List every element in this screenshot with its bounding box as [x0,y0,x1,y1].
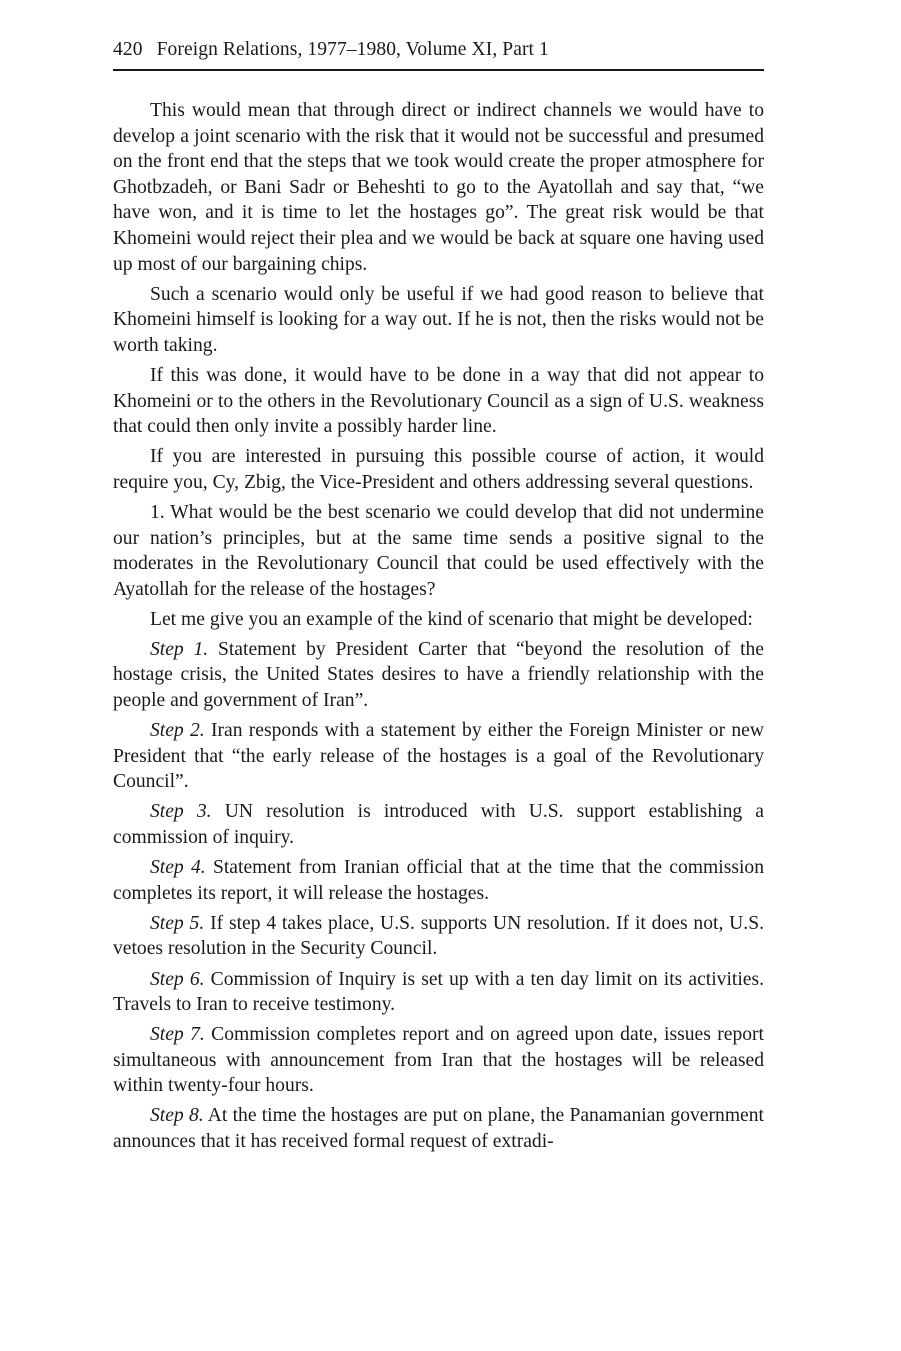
step-label: Step 7. [150,1024,205,1046]
paragraph-text: If step 4 takes place, U.S. supports UN resolution. If it does not, U.S. vetoes resolution in the Security Council. [113,912,765,960]
step-paragraph [113,637,764,714]
paragraph [113,444,764,495]
step-paragraph [113,1103,764,1154]
step-paragraph [113,718,764,795]
step-label: Step 4. [150,857,206,879]
step-label: Step 6. [150,968,205,990]
step-label: Step 2. [150,720,205,742]
body-text [113,98,764,1159]
step-paragraph [113,799,764,850]
paragraph-text: If this was done, it would have to be done in a way that did not appear to Khomeini or to the others in the Revolutionary Council as a sign of U.S. weakness that could then only invite a possibly harder line. [113,364,764,438]
paragraph-text: 1. What would be the best scenario we could develop that did not undermine our nation’s principles, but at the same time sends a positive signal to the moderates in the Revolutionary Council that could be used effectively with the Ayatollah for the release of the hostages? [113,501,764,600]
step-paragraph [113,855,764,906]
step-paragraph [113,911,764,962]
paragraph-text: If you are interested in pursuing this possible course of action, it would require you, Cy, Zbig, the Vice-President and others addressing several questions. [113,446,764,493]
step-label: Step 3. [150,801,212,823]
paragraph-text: Statement by President Carter that “beyond the resolution of the hostage crisis, the United States desires to have a friendly relationship with the people and government of Iran”. [113,638,765,712]
paragraph [113,282,764,359]
paragraph-text: Iran responds with a statement by either the Foreign Minister or new President that “the early release of the hostages is a goal of the Revolutionary Council”. [113,720,765,793]
paragraph [113,607,764,633]
paragraph-text: Commission of Inquiry is set up with a ten day limit on its activities. Travels to Iran to receive testimony. [113,968,765,1016]
step-paragraph [113,1022,764,1099]
running-header [113,36,764,71]
step-paragraph [113,967,764,1018]
paragraph-text: Statement from Iranian official that at the time that the commission completes its report, it will release the hostages. [113,857,765,904]
paragraph [113,363,764,440]
paragraph-text: At the time the hostages are put on plane, the Panamanian government announces that it has received formal request of extradi- [113,1105,764,1153]
paragraph-text: UN resolution is introduced with U.S. support establishing a commission of inquiry. [113,801,765,849]
paragraph-text: Let me give you an example of the kind of scenario that might be developed: [150,608,753,630]
step-label: Step 8. [150,1105,204,1127]
page-number: 420 [113,39,143,60]
running-title: Foreign Relations, 1977–1980, Volume XI, Part 1 [156,39,549,60]
paragraph [113,98,764,277]
paragraph [113,500,764,602]
paragraph-text: This would mean that through direct or indirect channels we would have to develop a joint scenario with the risk that it would not be successful and presumed on the front end that the steps that we took would create the proper atmosphere for Ghotbzadeh, or Bani Sadr or Beheshti to go to the Ayatollah and say that, “we have won, and it is time to let the hostages go”. The great risk would be that Khomeini would reject their plea and we would be back at square one having used up most of our bargaining chips. [113,100,764,275]
paragraph-text: Commission completes report and on agreed upon date, issues report simultaneous with announcement from Iran that the hostages will be released within twenty-four hours. [113,1024,765,1097]
step-label: Step 5. [150,912,205,934]
step-label: Step 1. [150,638,209,660]
paragraph-text: Such a scenario would only be useful if we had good reason to believe that Khomeini himself is looking for a way out. If he is not, then the risks would not be worth taking. [113,283,764,356]
